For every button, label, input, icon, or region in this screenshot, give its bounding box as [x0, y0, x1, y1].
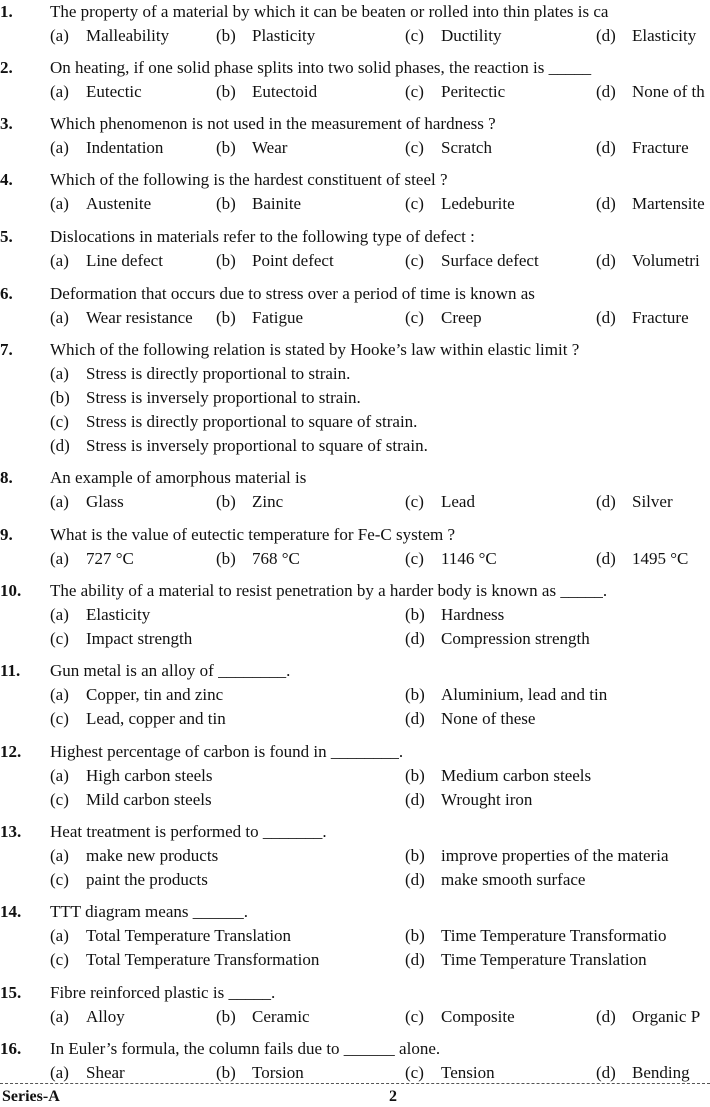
- option-text: Stress is directly proportional to square of strain.: [86, 412, 418, 431]
- question-number: 11.: [0, 661, 21, 680]
- question-number: 8.: [0, 468, 13, 487]
- option-text: Stress is directly proportional to strain.: [86, 364, 351, 383]
- option-text: Elasticity: [86, 605, 151, 624]
- option-text: Total Temperature Transformation: [86, 950, 320, 969]
- option-text: Ceramic: [252, 1007, 310, 1026]
- option-text: Elasticity: [632, 26, 697, 45]
- question-stem: [0, 338, 710, 362]
- question-stem: [0, 466, 710, 490]
- option-text: Surface defect: [441, 251, 539, 270]
- answer-option: [216, 192, 301, 216]
- question-stem: [0, 1037, 710, 1061]
- option-text: Tension: [441, 1063, 495, 1082]
- answer-option: [50, 764, 213, 788]
- question-block: [0, 740, 710, 812]
- option-text: Eutectoid: [252, 82, 318, 101]
- option-text: Ductility: [441, 26, 502, 45]
- options-row: [0, 707, 710, 731]
- option-label: (d): [596, 82, 616, 101]
- question-text: What is the value of eutectic temperature for Fe-C system ?: [50, 525, 456, 544]
- option-text: Wear resistance: [86, 308, 193, 327]
- option-text: Indentation: [86, 138, 164, 157]
- question-text: Dislocations in materials refer to the following type of defect :: [50, 227, 475, 246]
- option-text: Line defect: [86, 251, 163, 270]
- option-text: Lead, copper and tin: [86, 709, 226, 728]
- option-label: (d): [405, 629, 425, 648]
- option-label: (c): [405, 1007, 424, 1026]
- question-text: Deformation that occurs due to stress over a period of time is known as: [50, 284, 535, 303]
- option-text: Alloy: [86, 1007, 125, 1026]
- answer-option: [405, 192, 515, 216]
- option-label: (d): [50, 436, 70, 455]
- options-row: [0, 192, 710, 216]
- option-text: Stress is inversely proportional to square of strain.: [86, 436, 428, 455]
- option-text: Medium carbon steels: [441, 766, 592, 785]
- question-block: [0, 523, 710, 571]
- answer-option: [50, 306, 193, 330]
- option-label: (a): [50, 364, 69, 383]
- question-number: 10.: [0, 581, 22, 600]
- answer-option: [50, 434, 428, 458]
- answer-option: [50, 410, 417, 434]
- option-text: 1495 °C: [632, 549, 689, 568]
- options-row: [0, 924, 710, 948]
- option-text: Total Temperature Translation: [86, 926, 292, 945]
- question-number: 14.: [0, 902, 22, 921]
- option-text: improve properties of the materia: [441, 846, 669, 865]
- option-label: (b): [405, 685, 425, 704]
- question-text: The ability of a material to resist penetration by a harder body is known as _____.: [50, 581, 608, 600]
- footer-divider: [0, 1083, 710, 1084]
- question-number: 6.: [0, 284, 13, 303]
- question-block: [0, 981, 710, 1029]
- options-row: [0, 627, 710, 651]
- answer-option: [50, 547, 134, 571]
- question-stem: [0, 112, 710, 136]
- option-text: 1146 °C: [441, 549, 497, 568]
- options-row: [0, 868, 710, 892]
- option-text: Zinc: [252, 492, 284, 511]
- option-text: Aluminium, lead and tin: [441, 685, 608, 704]
- question-text: The property of a material by which it can be beaten or rolled into thin plates is ca: [50, 2, 609, 21]
- option-text: Hardness: [441, 605, 505, 624]
- options-row: [0, 386, 710, 410]
- option-text: Lead: [441, 492, 475, 511]
- question-stem: [0, 740, 710, 764]
- answer-option: [216, 547, 300, 571]
- answer-option: [405, 788, 532, 812]
- question-stem: [0, 168, 710, 192]
- question-block: [0, 168, 710, 216]
- answer-option: [50, 707, 226, 731]
- option-label: (d): [596, 251, 616, 270]
- options-row: [0, 764, 710, 788]
- answer-option: [50, 490, 124, 514]
- answer-option: [405, 306, 482, 330]
- option-label: (b): [216, 549, 236, 568]
- option-text: Torsion: [252, 1063, 304, 1082]
- option-label: (d): [405, 950, 425, 969]
- question-stem: [0, 579, 710, 603]
- question-block: [0, 820, 710, 892]
- option-label: (d): [596, 26, 616, 45]
- question-text: On heating, if one solid phase splits into two solid phases, the reaction is _____: [50, 58, 592, 77]
- option-label: (d): [405, 709, 425, 728]
- option-text: Malleability: [86, 26, 170, 45]
- answer-option: [216, 80, 317, 104]
- answer-option: [50, 1005, 125, 1029]
- option-label: (d): [596, 1063, 616, 1082]
- question-number: 4.: [0, 170, 13, 189]
- question-text: Gun metal is an alloy of ________.: [50, 661, 291, 680]
- option-label: (c): [405, 194, 424, 213]
- option-text: None of these: [441, 709, 536, 728]
- option-text: Silver: [632, 492, 673, 511]
- option-label: (c): [405, 549, 424, 568]
- option-label: (a): [50, 308, 69, 327]
- question-stem: [0, 820, 710, 844]
- answer-option: [50, 868, 208, 892]
- answer-option: [50, 136, 163, 160]
- answer-option: [405, 707, 535, 731]
- option-text: Fracture: [632, 138, 689, 157]
- option-text: Stress is inversely proportional to strain.: [86, 388, 361, 407]
- question-stem: [0, 659, 710, 683]
- answer-option: [405, 490, 475, 514]
- question-number: 9.: [0, 525, 13, 544]
- answer-option: [50, 362, 350, 386]
- answer-option: [405, 249, 539, 273]
- question-block: [0, 282, 710, 330]
- answer-option: [405, 80, 505, 104]
- question-stem: [0, 282, 710, 306]
- option-label: (b): [216, 26, 236, 45]
- answer-option: [405, 627, 590, 651]
- options-row: [0, 306, 710, 330]
- answer-option: [50, 948, 319, 972]
- option-label: (c): [405, 251, 424, 270]
- answer-option: [405, 1061, 495, 1085]
- option-label: (d): [596, 492, 616, 511]
- option-text: Mild carbon steels: [86, 790, 212, 809]
- question-number: 12.: [0, 742, 22, 761]
- question-number: 3.: [0, 114, 13, 133]
- question-stem: [0, 900, 710, 924]
- option-label: (a): [50, 1063, 69, 1082]
- answer-option: [405, 868, 585, 892]
- question-block: [0, 900, 710, 972]
- option-label: (d): [405, 870, 425, 889]
- answer-option: [596, 490, 673, 514]
- question-number: 13.: [0, 822, 22, 841]
- options-row: [0, 80, 710, 104]
- option-label: (c): [405, 26, 424, 45]
- question-text: Which phenomenon is not used in the measurement of hardness ?: [50, 114, 496, 133]
- answer-option: [216, 24, 315, 48]
- answer-option: [50, 80, 142, 104]
- question-number: 5.: [0, 227, 13, 246]
- question-number: 1.: [0, 2, 13, 21]
- options-row: [0, 844, 710, 868]
- answer-option: [596, 80, 705, 104]
- question-text: In Euler’s formula, the column fails due to ______ alone.: [50, 1039, 441, 1058]
- answer-option: [596, 1061, 690, 1085]
- answer-option: [50, 627, 192, 651]
- question-block: [0, 225, 710, 273]
- options-row: [0, 434, 710, 458]
- question-stem: [0, 225, 710, 249]
- question-number: 2.: [0, 58, 13, 77]
- option-text: Peritectic: [441, 82, 506, 101]
- footer-page-number: 2: [389, 1088, 397, 1105]
- options-row: [0, 1005, 710, 1029]
- answer-option: [50, 249, 163, 273]
- options-row: [0, 249, 710, 273]
- option-label: (c): [405, 138, 424, 157]
- option-label: (a): [50, 138, 69, 157]
- option-text: Bainite: [252, 194, 302, 213]
- question-block: [0, 466, 710, 514]
- option-label: (b): [216, 308, 236, 327]
- option-label: (a): [50, 194, 69, 213]
- option-label: (b): [405, 846, 425, 865]
- question-text: Which of the following relation is stated by Hooke’s law within elastic limit ?: [50, 340, 580, 359]
- answer-option: [596, 306, 689, 330]
- option-text: Compression strength: [441, 629, 590, 648]
- option-text: Shear: [86, 1063, 125, 1082]
- question-text: Which of the following is the hardest constituent of steel ?: [50, 170, 448, 189]
- option-text: Organic P: [632, 1007, 701, 1026]
- option-label: (a): [50, 846, 69, 865]
- option-label: (c): [50, 412, 69, 431]
- option-text: make smooth surface: [441, 870, 586, 889]
- answer-option: [216, 1005, 310, 1029]
- option-label: (b): [216, 492, 236, 511]
- question-text: Fibre reinforced plastic is _____.: [50, 983, 276, 1002]
- options-row: [0, 547, 710, 571]
- option-text: Copper, tin and zinc: [86, 685, 224, 704]
- question-stem: [0, 56, 710, 80]
- answer-option: [596, 192, 705, 216]
- option-label: (d): [596, 138, 616, 157]
- option-label: (a): [50, 605, 69, 624]
- option-label: (c): [405, 82, 424, 101]
- footer-series-label: Series-A: [2, 1088, 60, 1105]
- option-label: (c): [405, 308, 424, 327]
- answer-option: [216, 490, 283, 514]
- answer-option: [405, 683, 607, 707]
- option-label: (b): [216, 1007, 236, 1026]
- question-block: [0, 56, 710, 104]
- option-text: Impact strength: [86, 629, 193, 648]
- option-text: Fracture: [632, 308, 689, 327]
- answer-option: [405, 136, 492, 160]
- option-label: (c): [50, 950, 69, 969]
- answer-option: [405, 24, 501, 48]
- option-label: (b): [216, 194, 236, 213]
- answer-option: [405, 948, 647, 972]
- option-text: Composite: [441, 1007, 515, 1026]
- answer-option: [216, 306, 303, 330]
- answer-option: [50, 683, 223, 707]
- answer-option: [596, 1005, 700, 1029]
- question-stem: [0, 0, 710, 24]
- option-text: Scratch: [441, 138, 492, 157]
- option-text: Point defect: [252, 251, 334, 270]
- options-row: [0, 136, 710, 160]
- options-row: [0, 24, 710, 48]
- option-text: paint the products: [86, 870, 208, 889]
- option-label: (c): [405, 1063, 424, 1082]
- answer-option: [50, 192, 151, 216]
- option-text: Austenite: [86, 194, 152, 213]
- option-label: (c): [50, 870, 69, 889]
- option-label: (b): [216, 1063, 236, 1082]
- option-text: Ledeburite: [441, 194, 515, 213]
- options-row: [0, 490, 710, 514]
- question-block: [0, 579, 710, 651]
- question-stem: [0, 981, 710, 1005]
- option-label: (b): [216, 138, 236, 157]
- option-label: (c): [50, 709, 69, 728]
- question-block: [0, 112, 710, 160]
- answer-option: [596, 547, 688, 571]
- option-label: (a): [50, 82, 69, 101]
- options-row: [0, 410, 710, 434]
- option-label: (a): [50, 766, 69, 785]
- answer-option: [50, 844, 218, 868]
- option-text: Plasticity: [252, 26, 316, 45]
- option-text: Fatigue: [252, 308, 303, 327]
- question-block: [0, 0, 710, 48]
- option-text: Eutectic: [86, 82, 142, 101]
- answer-option: [405, 764, 591, 788]
- option-text: Volumetri: [632, 251, 700, 270]
- answer-option: [216, 136, 287, 160]
- answer-option: [405, 603, 504, 627]
- option-text: None of th: [632, 82, 705, 101]
- option-text: Wrought iron: [441, 790, 533, 809]
- question-block: [0, 1037, 710, 1085]
- option-label: (c): [50, 790, 69, 809]
- option-label: (a): [50, 492, 69, 511]
- option-label: (c): [50, 629, 69, 648]
- option-text: Glass: [86, 492, 124, 511]
- option-text: 768 °C: [252, 549, 300, 568]
- options-row: [0, 683, 710, 707]
- answer-option: [50, 1061, 125, 1085]
- question-block: [0, 659, 710, 731]
- option-label: (b): [216, 82, 236, 101]
- answer-option: [596, 24, 696, 48]
- options-row: [0, 788, 710, 812]
- answer-option: [405, 1005, 515, 1029]
- option-label: (d): [596, 549, 616, 568]
- option-text: make new products: [86, 846, 219, 865]
- answer-option: [405, 924, 666, 948]
- answer-option: [50, 603, 150, 627]
- option-text: Bending: [632, 1063, 690, 1082]
- answer-option: [405, 844, 669, 868]
- answer-option: [596, 136, 689, 160]
- option-text: Martensite: [632, 194, 705, 213]
- option-text: High carbon steels: [86, 766, 213, 785]
- option-label: (b): [405, 766, 425, 785]
- answer-option: [50, 924, 291, 948]
- option-text: Creep: [441, 308, 482, 327]
- question-number: 15.: [0, 983, 22, 1002]
- option-label: (a): [50, 1007, 69, 1026]
- option-label: (d): [405, 790, 425, 809]
- option-text: 727 °C: [86, 549, 134, 568]
- option-label: (d): [596, 194, 616, 213]
- option-label: (d): [596, 1007, 616, 1026]
- answer-option: [405, 547, 497, 571]
- question-block: [0, 338, 710, 458]
- option-label: (b): [50, 388, 70, 407]
- option-label: (a): [50, 251, 69, 270]
- option-label: (d): [596, 308, 616, 327]
- option-text: Time Temperature Translation: [441, 950, 647, 969]
- question-number: 16.: [0, 1039, 22, 1058]
- options-row: [0, 603, 710, 627]
- answer-option: [50, 386, 361, 410]
- question-text: Heat treatment is performed to _______.: [50, 822, 327, 841]
- option-label: (a): [50, 926, 69, 945]
- answer-option: [596, 249, 700, 273]
- question-stem: [0, 523, 710, 547]
- question-text: TTT diagram means ______.: [50, 902, 248, 921]
- option-label: (b): [405, 926, 425, 945]
- option-label: (a): [50, 26, 69, 45]
- option-label: (a): [50, 685, 69, 704]
- answer-option: [216, 249, 334, 273]
- option-label: (b): [405, 605, 425, 624]
- answer-option: [50, 24, 169, 48]
- question-number: 7.: [0, 340, 13, 359]
- options-row: [0, 948, 710, 972]
- answer-option: [50, 788, 212, 812]
- answer-option: [216, 1061, 304, 1085]
- options-row: [0, 1061, 710, 1085]
- option-label: (a): [50, 549, 69, 568]
- option-text: Wear: [252, 138, 288, 157]
- option-label: (c): [405, 492, 424, 511]
- option-label: (b): [216, 251, 236, 270]
- options-row: [0, 362, 710, 386]
- question-text: An example of amorphous material is: [50, 468, 307, 487]
- question-text: Highest percentage of carbon is found in ________.: [50, 742, 404, 761]
- option-text: Time Temperature Transformatio: [441, 926, 667, 945]
